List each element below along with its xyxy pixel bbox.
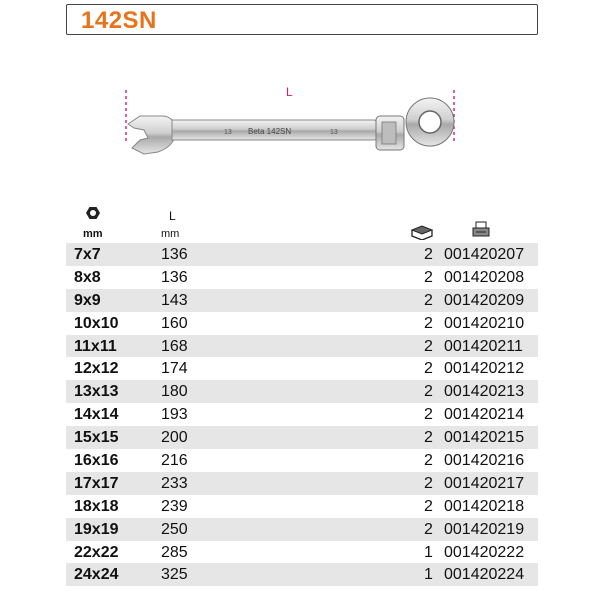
quantity-cell: 2	[424, 429, 433, 447]
wrench-engraving: Beta 142SN	[248, 127, 292, 136]
length-unit-label: mm	[161, 228, 180, 240]
title-box	[66, 4, 538, 35]
quantity-cell: 2	[424, 360, 433, 378]
table-row	[66, 449, 538, 472]
table-row	[66, 357, 538, 380]
size-cell: 19x19	[74, 520, 119, 538]
table-row	[66, 266, 538, 289]
product-code-cell: 001420213	[444, 383, 525, 401]
size-cell: 16x16	[74, 452, 119, 470]
length-cell: 216	[161, 452, 188, 470]
length-cell: 174	[161, 360, 188, 378]
nut-icon	[86, 206, 100, 220]
product-code-cell: 001420224	[444, 566, 525, 584]
pack-box-icon	[410, 224, 434, 240]
product-code-cell: 001420207	[444, 246, 525, 263]
quantity-cell: 2	[424, 314, 433, 332]
table-row	[66, 403, 538, 426]
quantity-cell: 2	[424, 474, 433, 492]
size-cell: 8x8	[74, 268, 101, 286]
size-cell: 12x12	[74, 360, 119, 378]
table-row	[66, 495, 538, 518]
size-cell: 18x18	[74, 497, 119, 515]
size-cell: 11x11	[74, 337, 117, 355]
length-cell: 180	[161, 383, 188, 401]
table-row	[66, 312, 538, 335]
size-unit-label: mm	[83, 228, 103, 240]
size-cell: 22x22	[74, 543, 119, 561]
length-cell: 168	[161, 337, 188, 355]
length-cell: 325	[161, 566, 188, 584]
dimension-label: L	[286, 85, 293, 99]
table-row	[66, 472, 538, 495]
wrench-size-mark-left: 13	[224, 129, 232, 136]
barcode-printer-icon	[472, 221, 490, 239]
quantity-cell: 1	[424, 543, 433, 561]
product-title: 142SN	[81, 7, 157, 34]
wrench-illustration	[118, 82, 468, 182]
quantity-cell: 2	[424, 337, 433, 355]
product-code-cell: 001420209	[444, 291, 525, 309]
length-cell: 233	[161, 474, 188, 492]
length-cell: 160	[161, 314, 188, 332]
quantity-cell: 2	[424, 452, 433, 470]
length-cell: 285	[161, 543, 188, 561]
product-code-cell: 001420215	[444, 429, 525, 447]
wrench-size-mark-right: 13	[330, 129, 338, 136]
product-code-cell: 001420219	[444, 520, 525, 538]
table-row	[66, 518, 538, 541]
length-cell: 143	[161, 291, 188, 309]
size-cell: 9x9	[74, 291, 101, 309]
product-code-cell: 001420214	[444, 406, 525, 424]
product-code-cell: 001420208	[444, 268, 525, 286]
quantity-cell: 2	[424, 291, 433, 309]
table-row	[66, 243, 538, 266]
size-cell: 7x7	[74, 246, 101, 263]
quantity-cell: 2	[424, 406, 433, 424]
length-cell: 136	[161, 268, 188, 286]
product-code-cell: 001420216	[444, 452, 525, 470]
product-code-cell: 001420210	[444, 314, 525, 332]
length-label: L	[169, 209, 176, 223]
quantity-cell: 2	[424, 383, 433, 401]
length-cell: 200	[161, 429, 188, 447]
length-cell: 239	[161, 497, 188, 515]
size-cell: 10x10	[74, 314, 119, 332]
product-code-cell: 001420222	[444, 543, 525, 561]
table-header	[0, 206, 600, 242]
quantity-cell: 2	[424, 268, 433, 286]
size-cell: 17x17	[74, 474, 119, 492]
size-cell: 24x24	[74, 566, 119, 584]
product-code-cell: 001420217	[444, 474, 525, 492]
product-code-cell: 001420218	[444, 497, 525, 515]
product-table	[66, 243, 538, 586]
table-row	[66, 380, 538, 403]
length-cell: 250	[161, 520, 188, 538]
size-cell: 14x14	[74, 406, 119, 424]
table-row	[66, 563, 538, 586]
length-cell: 136	[161, 246, 188, 263]
table-row	[66, 289, 538, 312]
quantity-cell: 2	[424, 246, 433, 263]
size-cell: 13x13	[74, 383, 119, 401]
open-end-head	[128, 116, 176, 154]
size-cell: 15x15	[74, 429, 119, 447]
product-code-cell: 001420212	[444, 360, 525, 378]
quantity-cell: 2	[424, 520, 433, 538]
table-row	[66, 335, 538, 358]
product-code-cell: 001420211	[444, 337, 523, 355]
quantity-cell: 1	[424, 566, 433, 584]
table-row	[66, 541, 538, 564]
table-row	[66, 426, 538, 449]
length-cell: 193	[161, 406, 188, 424]
quantity-cell: 2	[424, 497, 433, 515]
